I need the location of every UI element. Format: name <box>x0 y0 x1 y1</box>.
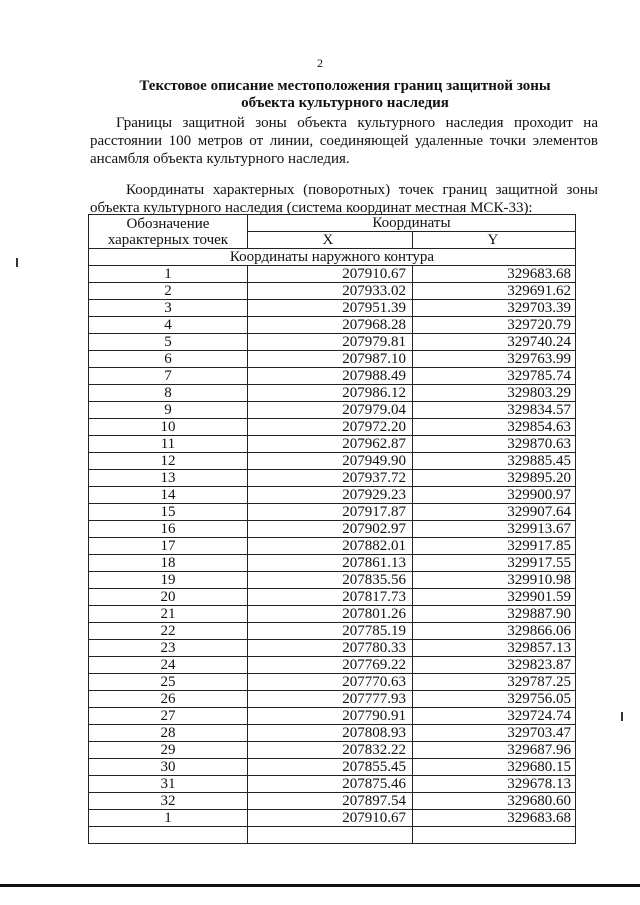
x-coordinate: 207808.93 <box>247 725 412 742</box>
table-row <box>89 742 576 759</box>
table-row <box>89 623 576 640</box>
table-row <box>89 419 576 436</box>
margin-mark <box>16 258 18 267</box>
table-row <box>89 793 576 810</box>
y-coordinate: 329680.15 <box>412 759 575 776</box>
point-designation: 13 <box>89 470 248 487</box>
page-number: 2 <box>317 56 323 70</box>
x-coordinate: 207968.28 <box>247 317 412 334</box>
header-point-designation: Обозначение характерных точек <box>89 215 248 249</box>
y-coordinate: 329917.55 <box>412 555 575 572</box>
margin-mark <box>621 712 623 721</box>
empty-cell <box>89 827 248 844</box>
x-coordinate: 207917.87 <box>247 504 412 521</box>
point-designation: 1 <box>89 810 248 827</box>
x-coordinate: 207962.87 <box>247 436 412 453</box>
point-designation: 10 <box>89 419 248 436</box>
x-coordinate: 207769.22 <box>247 657 412 674</box>
y-coordinate: 329724.74 <box>412 708 575 725</box>
y-coordinate: 329917.85 <box>412 538 575 555</box>
x-coordinate: 207780.33 <box>247 640 412 657</box>
point-designation: 21 <box>89 606 248 623</box>
coordinates-intro: Координаты характерных (поворотных) точек границ защитной зоны объекта культурного наследия (система координат местная МСК-33): <box>90 182 598 216</box>
table-row <box>89 555 576 572</box>
y-coordinate: 329720.79 <box>412 317 575 334</box>
point-designation: 14 <box>89 487 248 504</box>
y-coordinate: 329683.68 <box>412 810 575 827</box>
x-coordinate: 207832.22 <box>247 742 412 759</box>
x-coordinate: 207770.63 <box>247 674 412 691</box>
empty-cell <box>247 827 412 844</box>
table-row <box>89 810 576 827</box>
point-designation: 31 <box>89 776 248 793</box>
y-coordinate: 329885.45 <box>412 453 575 470</box>
table-row <box>89 402 576 419</box>
point-designation: 17 <box>89 538 248 555</box>
x-coordinate: 207790.91 <box>247 708 412 725</box>
point-designation: 11 <box>89 436 248 453</box>
coordinates-table <box>88 214 576 844</box>
y-coordinate: 329857.13 <box>412 640 575 657</box>
point-designation: 25 <box>89 674 248 691</box>
table-row <box>89 351 576 368</box>
y-coordinate: 329683.68 <box>412 266 575 283</box>
table-row <box>89 759 576 776</box>
table-row <box>89 589 576 606</box>
x-coordinate: 207979.81 <box>247 334 412 351</box>
boundary-description: Границы защитной зоны объекта культурного наследия проходит на расстоянии 100 метров от линии, соединяющей удаленные точки элементов ансамбля объекта культурного наследия. <box>90 115 598 167</box>
title-line-1: Текстовое описание местоположения границ защитной зоны <box>139 78 551 94</box>
point-designation: 7 <box>89 368 248 385</box>
header-y: Y <box>412 232 575 249</box>
y-coordinate: 329887.90 <box>412 606 575 623</box>
y-coordinate: 329895.20 <box>412 470 575 487</box>
y-coordinate: 329913.67 <box>412 521 575 538</box>
point-designation: 9 <box>89 402 248 419</box>
empty-table-row <box>89 827 576 844</box>
table-row <box>89 504 576 521</box>
x-coordinate: 207949.90 <box>247 453 412 470</box>
x-coordinate: 207902.97 <box>247 521 412 538</box>
y-coordinate: 329740.24 <box>412 334 575 351</box>
point-designation: 24 <box>89 657 248 674</box>
x-coordinate: 207988.49 <box>247 368 412 385</box>
table-row <box>89 453 576 470</box>
point-designation: 15 <box>89 504 248 521</box>
x-coordinate: 207875.46 <box>247 776 412 793</box>
document-title <box>0 78 640 112</box>
table-row <box>89 368 576 385</box>
x-coordinate: 207972.20 <box>247 419 412 436</box>
x-coordinate: 207897.54 <box>247 793 412 810</box>
x-coordinate: 207951.39 <box>247 300 412 317</box>
table-row <box>89 385 576 402</box>
table-row <box>89 317 576 334</box>
x-coordinate: 207882.01 <box>247 538 412 555</box>
x-coordinate: 207929.23 <box>247 487 412 504</box>
outer-contour-label: Координаты наружного контура <box>89 249 576 266</box>
x-coordinate: 207817.73 <box>247 589 412 606</box>
header-x: X <box>247 232 412 249</box>
point-designation: 8 <box>89 385 248 402</box>
point-designation: 4 <box>89 317 248 334</box>
table-row <box>89 708 576 725</box>
point-designation: 20 <box>89 589 248 606</box>
table-row <box>89 538 576 555</box>
point-designation: 6 <box>89 351 248 368</box>
table-row <box>89 640 576 657</box>
table-row <box>89 776 576 793</box>
y-coordinate: 329687.96 <box>412 742 575 759</box>
point-designation: 22 <box>89 623 248 640</box>
table-row <box>89 436 576 453</box>
point-designation: 19 <box>89 572 248 589</box>
point-designation: 2 <box>89 283 248 300</box>
y-coordinate: 329870.63 <box>412 436 575 453</box>
table-row <box>89 300 576 317</box>
x-coordinate: 207910.67 <box>247 266 412 283</box>
x-coordinate: 207861.13 <box>247 555 412 572</box>
point-designation: 30 <box>89 759 248 776</box>
y-coordinate: 329787.25 <box>412 674 575 691</box>
page-bottom-border <box>0 884 640 887</box>
table-row <box>89 674 576 691</box>
table-row <box>89 283 576 300</box>
y-coordinate: 329703.47 <box>412 725 575 742</box>
point-designation: 29 <box>89 742 248 759</box>
y-coordinate: 329678.13 <box>412 776 575 793</box>
y-coordinate: 329823.87 <box>412 657 575 674</box>
point-designation: 5 <box>89 334 248 351</box>
point-designation: 12 <box>89 453 248 470</box>
title-line-2: объекта культурного наследия <box>241 95 449 111</box>
table-row <box>89 266 576 283</box>
point-designation: 32 <box>89 793 248 810</box>
y-coordinate: 329703.39 <box>412 300 575 317</box>
point-designation: 16 <box>89 521 248 538</box>
table-row <box>89 657 576 674</box>
table-row <box>89 487 576 504</box>
point-designation: 23 <box>89 640 248 657</box>
y-coordinate: 329907.64 <box>412 504 575 521</box>
y-coordinate: 329756.05 <box>412 691 575 708</box>
x-coordinate: 207987.10 <box>247 351 412 368</box>
table-row <box>89 691 576 708</box>
y-coordinate: 329866.06 <box>412 623 575 640</box>
y-coordinate: 329901.59 <box>412 589 575 606</box>
x-coordinate: 207785.19 <box>247 623 412 640</box>
y-coordinate: 329763.99 <box>412 351 575 368</box>
table-row <box>89 334 576 351</box>
x-coordinate: 207801.26 <box>247 606 412 623</box>
header-coordinates: Координаты <box>247 215 575 232</box>
table-row <box>89 572 576 589</box>
x-coordinate: 207937.72 <box>247 470 412 487</box>
table-row <box>89 521 576 538</box>
point-designation: 3 <box>89 300 248 317</box>
x-coordinate: 207979.04 <box>247 402 412 419</box>
table-row <box>89 470 576 487</box>
point-designation: 26 <box>89 691 248 708</box>
x-coordinate: 207933.02 <box>247 283 412 300</box>
y-coordinate: 329680.60 <box>412 793 575 810</box>
empty-cell <box>412 827 575 844</box>
x-coordinate: 207855.45 <box>247 759 412 776</box>
point-designation: 27 <box>89 708 248 725</box>
x-coordinate: 207910.67 <box>247 810 412 827</box>
x-coordinate: 207986.12 <box>247 385 412 402</box>
point-designation: 1 <box>89 266 248 283</box>
x-coordinate: 207777.93 <box>247 691 412 708</box>
y-coordinate: 329834.57 <box>412 402 575 419</box>
table-row <box>89 606 576 623</box>
y-coordinate: 329803.29 <box>412 385 575 402</box>
y-coordinate: 329854.63 <box>412 419 575 436</box>
table-row <box>89 725 576 742</box>
y-coordinate: 329900.97 <box>412 487 575 504</box>
y-coordinate: 329691.62 <box>412 283 575 300</box>
x-coordinate: 207835.56 <box>247 572 412 589</box>
point-designation: 18 <box>89 555 248 572</box>
y-coordinate: 329910.98 <box>412 572 575 589</box>
point-designation: 28 <box>89 725 248 742</box>
y-coordinate: 329785.74 <box>412 368 575 385</box>
